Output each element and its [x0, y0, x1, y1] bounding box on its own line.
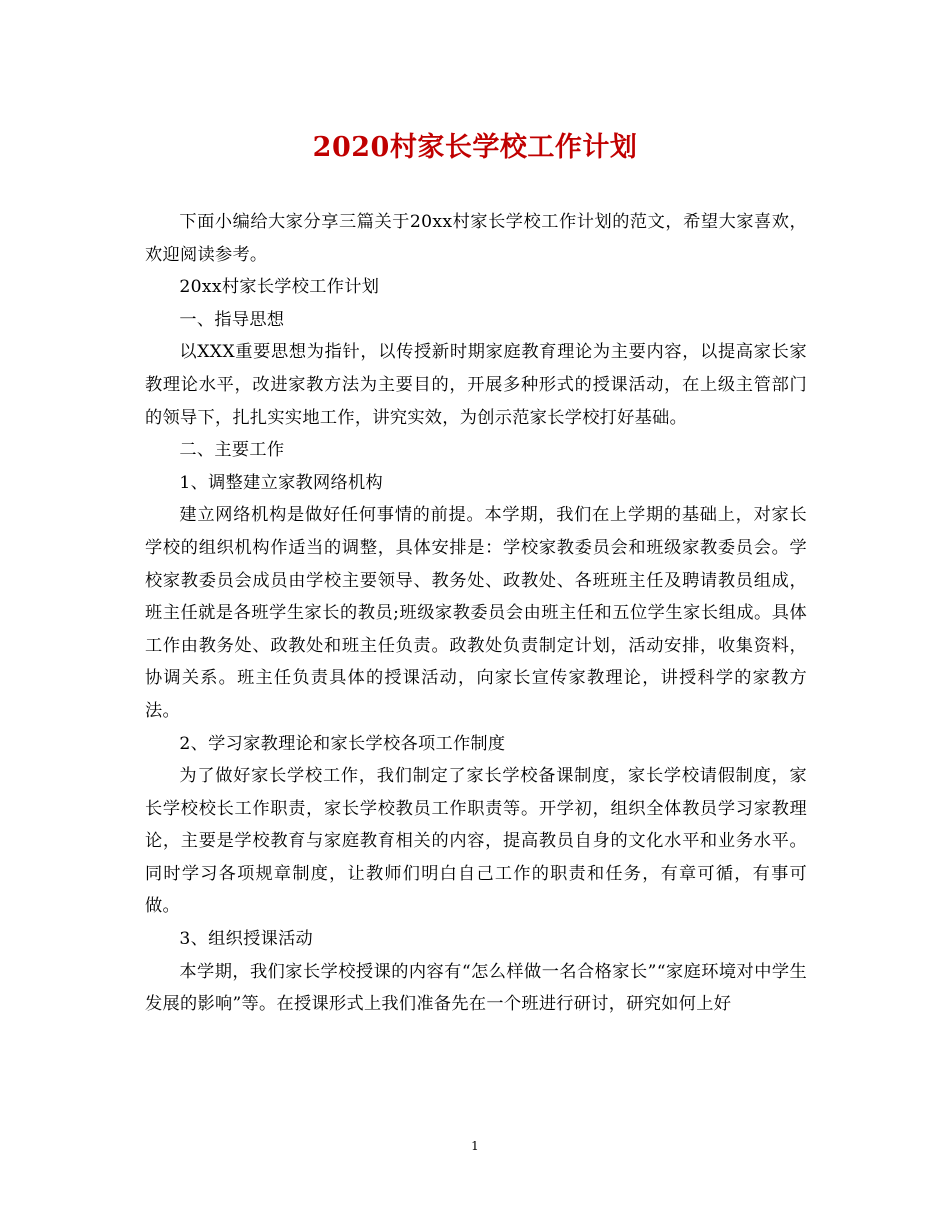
paragraph-teaching: 本学期，我们家长学校授课的内容有“怎么样做一名合格家长”“家庭环境对中学生发展的影响”等。在授课形式上我们准备先在一个班进行研讨，研究如何上好: [145, 961, 807, 1015]
subheading-theory: 2、学习家教理论和家长学校各项工作制度: [179, 733, 506, 754]
paragraph-theory: 为了做好家长学校工作，我们制定了家长学校备课制度，家长学校请假制度，家长学校校长工作职责，家长学校教员工作职责等。开学初，组织全体教员学习家教理论，主要是学校教育与家庭教育相关的内容，提高教员自身的文化水平和业务水平。同时学习各项规章制度，让教师们明白自己工作的职责和任务，有章可循，有事可做。: [145, 766, 807, 917]
paragraph-guiding-thought: 以XXX重要思想为指针，以传授新时期家庭教育理论为主要内容，以提高家长家教理论水平，改进家教方法为主要目的，开展多种形式的授课活动，在上级主管部门的领导下，扎扎实实地工作，讲究实效，为创示范家长学校打好基础。: [145, 342, 807, 428]
paragraph-subtitle: 20xx村家长学校工作计划: [179, 277, 380, 298]
paragraph-intro: 下面小编给大家分享三篇关于20xx村家长学校工作计划的范文，希望大家喜欢，欢迎阅读参考。: [145, 212, 807, 265]
section-heading-main-work: 二、主要工作: [179, 440, 285, 461]
document-title: 2020村家长学校工作计划: [312, 132, 638, 163]
page-number: 1: [471, 1139, 479, 1153]
document-body: [145, 206, 807, 1021]
subheading-teaching: 3、组织授课活动: [179, 929, 314, 950]
section-heading-guiding-thought: 一、指导思想: [179, 309, 285, 330]
paragraph-network: 建立网络机构是做好任何事情的前提。本学期，我们在上学期的基础上，对家长学校的组织机构作适当的调整，具体安排是：学校家教委员会和班级家教委员会。学校家教委员会成员由学校主要领导、教务处、政教处、各班班主任及聘请教员组成，班主任就是各班学生家长的教员;班级家教委员会由班主任和五位学生家长组成。具体工作由教务处、政教处和班主任负责。政教处负责制定计划，活动安排，收集资料，协调关系。班主任负责具体的授课活动，向家长宣传家教理论，讲授科学的家教方法。: [145, 505, 807, 721]
subheading-network: 1、调整建立家教网络机构: [179, 472, 383, 493]
